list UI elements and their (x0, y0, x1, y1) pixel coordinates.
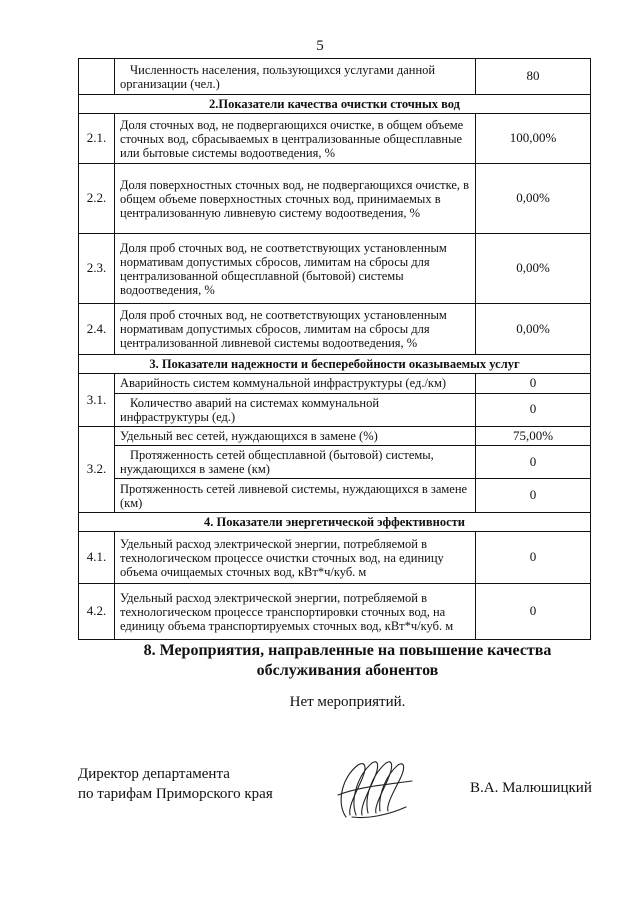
section-header-row (79, 513, 591, 532)
row-description: Доля поверхностных сточных вод, не подвергающихся очистке, в общем объеме поверхностных сточных вод, принимаемых в централизованную ливневую систему водоотведения, % (115, 164, 476, 234)
row-number: 4.2. (79, 584, 115, 640)
table-row (79, 114, 591, 164)
row-value: 0 (476, 393, 591, 426)
page-number: 5 (316, 38, 324, 54)
table-row (79, 59, 591, 95)
row-value: 0 (476, 374, 591, 394)
row-description: Численность населения, пользующихся услугами данной организации (чел.) (115, 59, 476, 95)
signer-title (78, 765, 273, 804)
signer-name: В.А. Малюшицкий (470, 780, 592, 796)
table-row (79, 479, 591, 513)
row-value: 100,00% (476, 114, 591, 164)
section-header-row (79, 355, 591, 374)
heading-line-1: 8. Мероприятия, направленные на повышение качества (143, 642, 552, 659)
row-description: Удельный вес сетей, нуждающихся в замене (%) (115, 426, 476, 446)
table-row (79, 304, 591, 355)
table-row (79, 234, 591, 304)
row-value: 80 (476, 59, 591, 95)
row-value: 0 (476, 446, 591, 479)
row-number: 2.2. (79, 164, 115, 234)
row-value: 0,00% (476, 304, 591, 355)
table-row (79, 532, 591, 584)
row-description: Количество аварий на системах коммунальной инфраструктуры (ед.) (115, 393, 476, 426)
table-row (79, 393, 591, 426)
table-row (79, 584, 591, 640)
row-description: Доля сточных вод, не подвергающихся очистке, в общем объеме сточных вод, сбрасываемых в централизованные общесплавные или бытовые системы водоотведения, % (115, 114, 476, 164)
section-header-row (79, 95, 591, 114)
table-row (79, 164, 591, 234)
row-value: 0 (476, 479, 591, 513)
row-description: Доля проб сточных вод, не соответствующих установленным нормативам допустимых сбросов, лимитам на сбросы для централизованной общесплавной (бытовой) системы водоотведения, % (115, 234, 476, 304)
signer-title-line-2: по тарифам Приморского края (78, 785, 273, 802)
handwritten-signature (328, 755, 418, 825)
no-measures-text: Нет мероприятий. (289, 694, 406, 710)
indicators-table (78, 58, 591, 640)
row-value: 75,00% (476, 426, 591, 446)
section-4-title: 4. Показатели энергетической эффективности (79, 513, 591, 532)
table-row (79, 374, 591, 394)
row-number: 2.4. (79, 304, 115, 355)
section-3-title: 3. Показатели надежности и бесперебойности оказываемых услуг (79, 355, 591, 374)
row-description: Удельный расход электрической энергии, потребляемой в технологическом процессе транспортировки сточных вод, на единицу объема транспортируемых сточных вод, кВт*ч/куб. м (115, 584, 476, 640)
row-number: 4.1. (79, 532, 115, 584)
table-row (79, 426, 591, 446)
table-row (79, 446, 591, 479)
row-description: Протяженность сетей ливневой системы, нуждающихся в замене (км) (115, 479, 476, 513)
row-description: Доля проб сточных вод, не соответствующих установленным нормативам допустимых сбросов, лимитам на сбросы для централизованной ливневой системы водоотведения, % (115, 304, 476, 355)
row-value: 0 (476, 532, 591, 584)
section-8-heading (0, 641, 640, 681)
signer-title-line-1: Директор департамента (78, 766, 230, 782)
row-description: Протяженность сетей общесплавной (бытовой) системы, нуждающихся в замене (км) (115, 446, 476, 479)
row-description: Аварийность систем коммунальной инфраструктуры (ед./км) (115, 374, 476, 394)
row-description: Удельный расход электрической энергии, потребляемой в технологическом процессе очистки сточных вод, на единицу объема очищаемых сточных вод, кВт*ч/куб. м (115, 532, 476, 584)
row-number: 2.1. (79, 114, 115, 164)
heading-line-2: обслуживания абонентов (256, 662, 439, 679)
row-number: 3.1. (79, 374, 115, 427)
row-number: 3.2. (79, 426, 115, 513)
row-value: 0,00% (476, 164, 591, 234)
row-value: 0,00% (476, 234, 591, 304)
row-number (79, 59, 115, 95)
row-number: 2.3. (79, 234, 115, 304)
row-value: 0 (476, 584, 591, 640)
section-2-title: 2.Показатели качества очистки сточных вод (79, 95, 591, 114)
